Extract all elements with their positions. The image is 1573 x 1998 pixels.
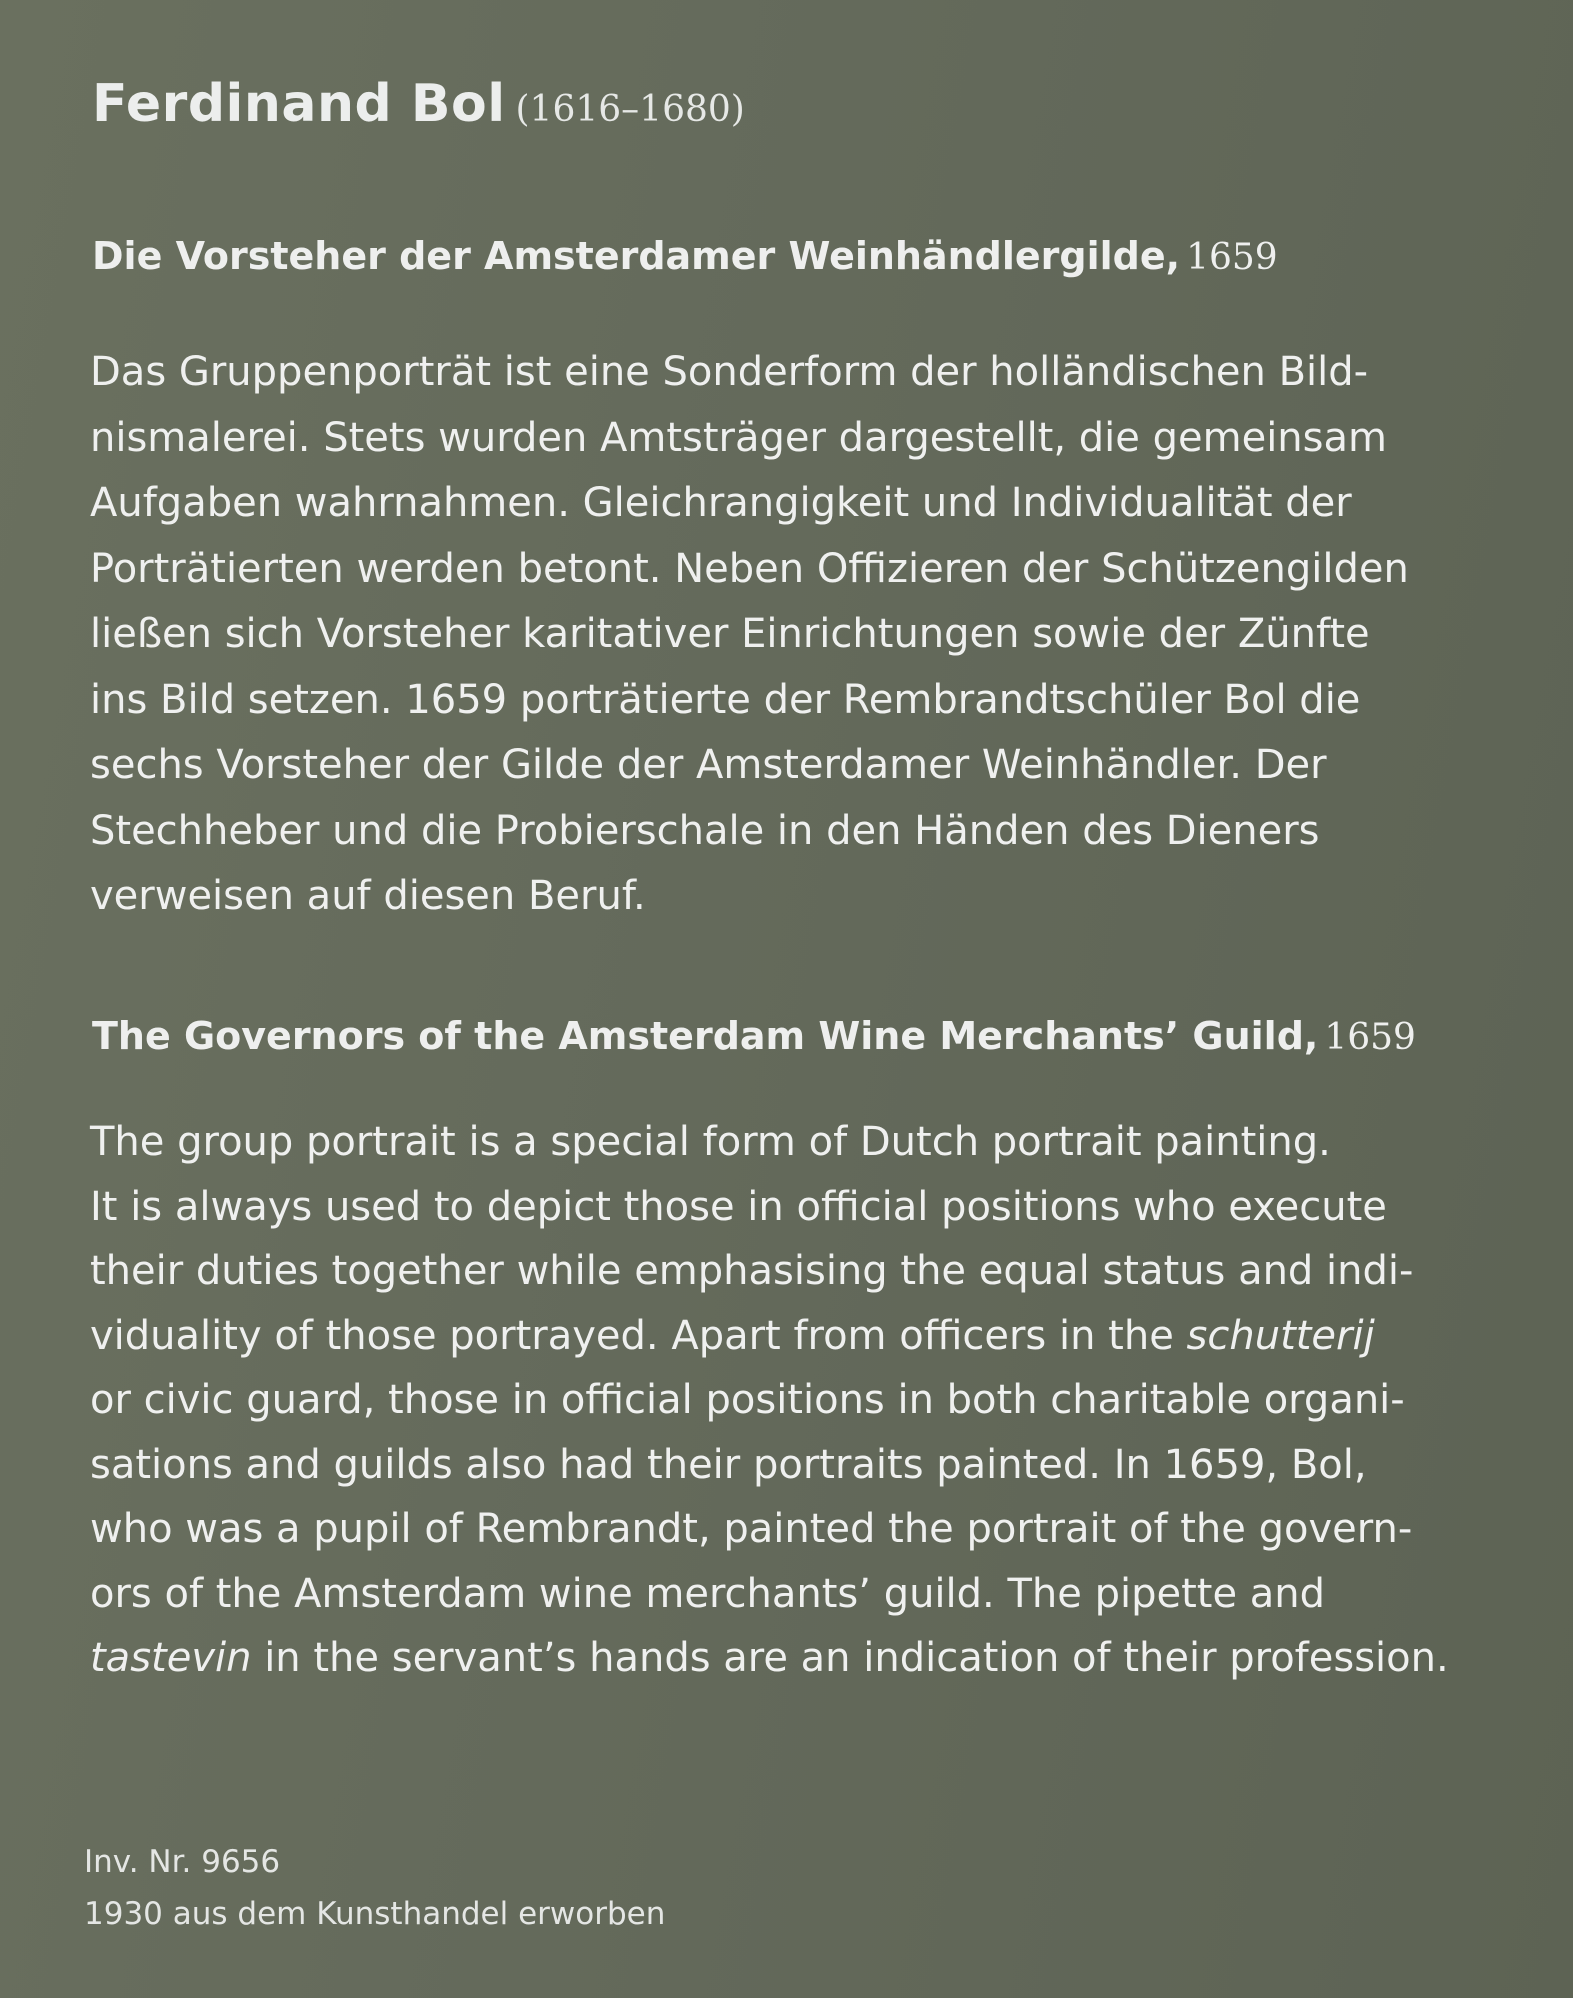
title-german-text: Die Vorsteher der Amsterdamer Weinhändlergilde,: [92, 234, 1181, 278]
line-text: viduality of those portrayed. Apart from officers in the: [90, 1312, 1174, 1359]
description-english-line: [90, 1304, 1530, 1369]
description-english: [90, 1110, 1530, 1691]
description-german-line: verweisen auf diesen Beruf.: [90, 873, 646, 919]
description-german-line: Porträtierten werden betont. Neben Offizieren der Schützengilden: [90, 545, 1409, 592]
description-english-line: who was a pupil of Rembrandt, painted the portrait of the govern-: [90, 1506, 1413, 1552]
title-english-year: 1659: [1324, 1017, 1416, 1058]
description-english-line: ors of the Amsterdam wine merchants’ guild. The pipette and: [90, 1570, 1326, 1617]
description-english-line: The group portrait is a special form of Dutch portrait painting.: [90, 1119, 1331, 1165]
line-text: in the servant’s hands are an indication of their profession.: [264, 1635, 1449, 1681]
artwork-title-german: [92, 234, 1278, 278]
description-english-line: their duties together while emphasising the equal status and indi-: [90, 1248, 1414, 1294]
description-german-line: Aufgaben wahrnahmen. Gleichrangigkeit und Individualität der: [90, 480, 1352, 526]
description-german: [90, 340, 1530, 930]
italic-term-schutterij: schutterij: [1186, 1312, 1375, 1359]
provenance-note: 1930 aus dem Kunsthandel erworben: [84, 1896, 666, 1932]
inventory-info: [84, 1836, 665, 1940]
description-german-line: Stechheber und die Probierschale in den Händen des Dieners: [90, 807, 1320, 854]
description-english-line: It is always used to depict those in official positions who execute: [90, 1183, 1387, 1230]
artist-heading: [92, 74, 745, 134]
italic-term-tastevin: tastevin: [90, 1635, 252, 1681]
title-english-text: The Governors of the Amsterdam Wine Merchants’ Guild,: [92, 1014, 1319, 1058]
description-german-line: sechs Vorsteher der Gilde der Amsterdamer Weinhändler. Der: [90, 742, 1327, 788]
description-german-line: ins Bild setzen. 1659 porträtierte der Rembrandtschüler Bol die: [90, 676, 1361, 723]
description-english-line: sations and guilds also had their portraits painted. In 1659, Bol,: [90, 1441, 1367, 1488]
description-english-line: [90, 1626, 1530, 1691]
artwork-title-english: [92, 1014, 1416, 1058]
description-english-line: or civic guard, those in official positions in both charitable organi-: [90, 1377, 1405, 1423]
artist-dates: (1616–1680): [515, 89, 745, 130]
description-german-line: ließen sich Vorsteher karitativer Einrichtungen sowie der Zünfte: [90, 611, 1370, 657]
description-german-line: Das Gruppenporträt ist eine Sonderform der holländischen Bild-: [90, 349, 1369, 395]
description-german-line: nismalerei. Stets wurden Amtsträger dargestellt, die gemeinsam: [90, 414, 1387, 461]
artist-name: Ferdinand Bol: [92, 74, 506, 134]
inventory-number: Inv. Nr. 9656: [84, 1844, 281, 1880]
title-german-year: 1659: [1186, 237, 1278, 278]
